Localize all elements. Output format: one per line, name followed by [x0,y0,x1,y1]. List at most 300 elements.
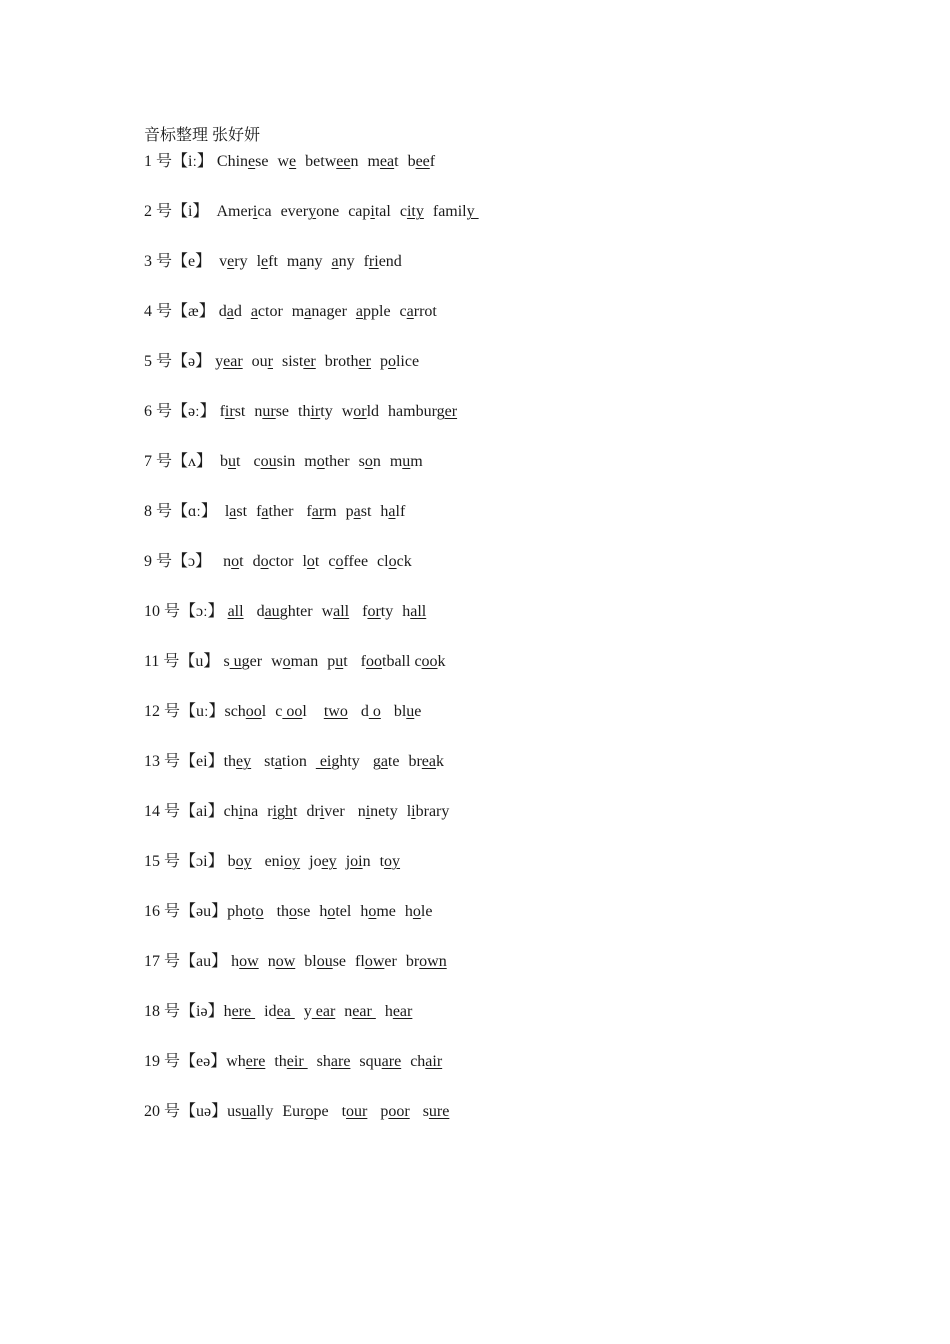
word-segment: t [343,653,352,670]
word-segment: nager [311,303,347,320]
underlined-segment: o [305,1103,314,1120]
example-word [223,553,243,570]
phonetic-row [144,1100,864,1124]
example-word [390,453,423,470]
word-segment: w [271,653,283,670]
underlined-segment: ow [364,953,385,970]
phonetic-symbol: 【ɔi】 [180,853,228,870]
underlined-segment: all [227,603,244,620]
word-segment: ffee [343,553,369,570]
word-segment: t [236,453,245,470]
example-word [380,1103,413,1120]
underlined-segment: oo [421,653,438,670]
underlined-segment: au [264,603,280,620]
word-segment: d [218,303,227,320]
underlined-segment: a [274,753,282,770]
example-word [224,753,256,770]
word-segment: broth [324,353,359,370]
phonetic-row [144,900,864,924]
underlined-segment: a [388,503,396,520]
underlined-segment: ity [406,203,424,220]
example-word [282,353,316,370]
phonetic-list [144,150,864,1124]
example-words [216,203,487,220]
underlined-segment: a [380,753,388,770]
underlined-segment: u [229,653,242,670]
underlined-segment: a [406,303,414,320]
word-segment [264,903,268,920]
phonetic-symbol: 【æ】 [172,303,219,320]
phonetic-row [144,350,864,374]
example-word [327,653,351,670]
example-word [277,903,311,920]
example-word [348,203,391,220]
word-segment: f [219,403,225,420]
example-word [380,853,400,870]
example-word [226,1053,265,1070]
word-segment: br [405,953,420,970]
row-number: 10 号 [144,603,181,620]
underlined-segment: u [402,453,411,470]
underlined-segment: two [323,703,348,720]
underlined-segment: oy [384,853,401,870]
word-segment: f [256,503,262,520]
underlined-segment: ere [231,1003,256,1020]
example-word [220,403,246,420]
phonetic-symbol: 【uə】 [180,1103,228,1120]
word-segment: lly [256,1103,274,1120]
underlined-segment: eir [286,1053,308,1070]
word-segment: ther [268,503,298,520]
word-segment: s [422,1103,429,1120]
example-words [231,953,456,970]
underlined-segment: ear [392,1003,413,1020]
underlined-segment: o [368,903,377,920]
underlined-segment: all [410,603,427,620]
underlined-segment: y [466,203,479,220]
word-segment: t [314,553,320,570]
word-segment: k [437,653,446,670]
word-segment: l [261,703,267,720]
phonetic-row [144,200,864,224]
example-words [227,903,441,920]
row-number: 11 号 [144,653,180,670]
word-segment: f [360,653,366,670]
underlined-segment: o [335,553,344,570]
example-words [223,553,421,570]
example-word [298,403,333,420]
word-segment: ther [324,453,350,470]
example-word [254,403,289,420]
word-segment: m [304,453,317,470]
word-segment: st [236,503,248,520]
underlined-segment: e [227,253,235,270]
example-word [408,753,444,770]
phonetic-symbol: 【ɔː】 [180,603,228,620]
phonetic-symbol: 【iː】 [172,153,217,170]
word-segment: p [327,653,336,670]
document-title: 音标整理 张好妍 [144,127,261,144]
example-word [342,1103,372,1120]
example-word [251,303,283,320]
underlined-segment: ea [276,1003,295,1020]
example-word [302,553,319,570]
underlined-segment: ea [421,753,436,770]
word-segment: c [275,703,283,720]
example-word [256,503,297,520]
example-word [358,803,398,820]
word-segment: pe [313,1103,333,1120]
example-word [227,903,267,920]
example-word [264,1003,295,1020]
underlined-segment: i [411,803,416,820]
word-segment: th [223,753,237,770]
underlined-segment: a [226,303,234,320]
example-word [228,603,248,620]
phonetic-symbol: 【ɔ】 [172,553,224,570]
example-word [257,253,278,270]
word-segment: eni [264,853,285,870]
underlined-segment: o [289,903,298,920]
word-segment: f [362,603,368,620]
example-words [224,703,430,720]
example-word [319,903,351,920]
underlined-segment: i [238,803,244,820]
underlined-segment: ear [352,1003,376,1020]
word-segment: f [306,503,312,520]
underlined-segment: ua [241,1103,257,1120]
word-segment: y [303,1003,312,1020]
underlined-segment: o [282,653,291,670]
example-word [423,1103,450,1120]
word-segment: bl [393,703,407,720]
example-word [362,603,393,620]
word-segment: ch [223,803,239,820]
word-segment: ver [324,803,349,820]
example-word [309,853,337,870]
row-number: 2 号 [144,203,173,220]
underlined-segment: a [353,503,361,520]
word-segment: ch [410,1053,426,1070]
example-word [306,803,348,820]
word-segment: famil [432,203,467,220]
word-segment: us [227,1103,242,1120]
example-word [305,153,358,170]
underlined-segment: a [355,303,363,320]
word-segment: s [223,653,230,670]
word-segment: jo [309,853,322,870]
example-word [346,853,371,870]
underlined-segment: ou [260,453,277,470]
word-segment: m [324,503,337,520]
underlined-segment: a [304,303,312,320]
underlined-segment: own [419,953,447,970]
underlined-segment: o [364,453,373,470]
underlined-segment: ea [379,153,395,170]
example-word [361,703,385,720]
word-segment: br [408,753,422,770]
word-segment: fl [355,953,365,970]
row-number: 6 号 [144,403,173,420]
word-segment: h [380,503,389,520]
phonetic-symbol: 【u】 [179,653,224,670]
underlined-segment: a [250,303,258,320]
word-segment: ctor [257,303,283,320]
example-words [228,853,409,870]
word-segment: p [379,353,388,370]
underlined-segment: e [261,253,269,270]
example-word [433,203,479,220]
example-words [223,653,454,670]
example-word [306,503,336,520]
example-word [317,1053,351,1070]
phonetic-row [144,700,864,724]
underlined-segment: er [358,353,371,370]
word-segment: w [277,153,290,170]
word-segment: squ [359,1053,382,1070]
word-segment: end [378,253,402,270]
word-segment: t [293,803,298,820]
example-word [359,453,381,470]
row-number: 4 号 [144,303,173,320]
underlined-segment: oo [245,703,262,720]
phonetic-row [144,1050,864,1074]
phonetic-symbol: 【ei】 [180,753,224,770]
word-segment: id [264,1003,277,1020]
word-segment: lice [395,353,420,370]
phonetic-symbol: 【ʌ】 [172,453,221,470]
phonetic-row [144,1000,864,1024]
example-word [215,353,243,370]
word-segment: cl [377,553,389,570]
word-segment: tion [281,753,307,770]
word-segment: wh [226,1053,246,1070]
word-segment: se [297,903,311,920]
underlined-segment: a [261,503,269,520]
phonetic-row [144,450,864,474]
example-word [224,703,266,720]
word-segment: m [291,303,305,320]
word-segment: l [302,553,307,570]
word-segment: b [227,853,236,870]
example-word [355,953,397,970]
word-segment: h [402,603,411,620]
underlined-segment: ey [236,753,252,770]
example-word [282,1103,332,1120]
example-word [253,553,294,570]
example-word [227,1103,273,1120]
example-words [219,303,446,320]
word-segment: se [255,153,269,170]
word-segment: ld [366,403,380,420]
example-words [224,803,459,820]
word-segment: rrot [413,303,437,320]
example-words [217,153,444,170]
underlined-segment: or [367,603,381,620]
example-word [324,703,352,720]
word-segment: t [239,553,244,570]
word-segment: g [372,753,381,770]
phonetic-row [144,400,864,424]
example-word [331,253,354,270]
word-segment: ger [241,653,263,670]
underlined-segment: a [331,253,339,270]
underlined-segment: i [252,203,258,220]
example-word [316,753,364,770]
phonetic-row [144,800,864,824]
word-segment: m [286,253,300,270]
row-number: 13 号 [144,753,181,770]
phonetic-symbol: 【əu】 [180,903,228,920]
word-segment: ph [227,903,244,920]
row-number: 16 号 [144,903,181,920]
word-segment: n [254,403,263,420]
example-words [226,1053,451,1070]
document-page [144,124,864,1150]
word-segment [244,603,248,620]
row-number: 3 号 [144,253,173,270]
row-number: 20 号 [144,1103,181,1120]
underlined-segment: ear [311,1003,336,1020]
underlined-segment: o [388,553,397,570]
underlined-segment: ar [311,503,325,520]
underlined-segment: u [228,453,237,470]
underlined-segment: oor [388,1103,410,1120]
word-segment: ft [268,253,278,270]
word-segment: c [399,203,407,220]
phonetic-symbol: 【e】 [172,253,220,270]
word-segment: ghter [279,603,313,620]
example-word [344,1003,376,1020]
underlined-segment: ure [428,1103,450,1120]
word-segment [410,1103,414,1120]
row-number: 17 号 [144,953,181,970]
underlined-segment: our [346,1103,368,1120]
word-segment: le [420,903,433,920]
word-segment: h [360,903,369,920]
phonetic-symbol: 【ai】 [180,803,224,820]
example-word [292,303,347,320]
example-word [225,503,247,520]
word-segment: b [407,153,416,170]
word-segment: ck [396,553,412,570]
word-segment: sch [224,703,246,720]
phonetic-symbol: 【ɑː】 [172,503,225,520]
row-number: 14 号 [144,803,181,820]
example-word [264,753,307,770]
underlined-segment: or [353,403,367,420]
word-segment: me [376,903,396,920]
example-word [356,303,391,320]
word-segment: p [345,503,354,520]
underlined-segment: ir [224,403,235,420]
example-word [380,353,419,370]
word-segment: d [233,303,242,320]
example-word [267,803,297,820]
example-word [271,653,318,670]
phonetic-symbol: 【ə】 [172,353,216,370]
example-word [328,553,368,570]
word-segment: t [251,903,256,920]
example-word [224,803,259,820]
example-word [265,853,301,870]
example-word [224,1003,256,1020]
example-words [224,1003,422,1020]
word-segment: bl [304,953,317,970]
underlined-segment: o [387,353,396,370]
row-number: 8 号 [144,503,173,520]
word-segment [367,1103,371,1120]
underlined-segment: ee [415,153,430,170]
row-number: 19 号 [144,1053,181,1070]
example-word [407,803,450,820]
word-segment: ty [380,603,394,620]
phonetic-row [144,950,864,974]
underlined-segment: ear [223,353,243,370]
word-segment: p [380,1103,389,1120]
word-segment: ty [320,403,333,420]
underlined-segment: are [330,1053,351,1070]
example-word [394,703,422,720]
example-word [277,153,296,170]
example-word [304,1003,336,1020]
word-segment: brary [415,803,450,820]
underlined-segment: o [260,553,269,570]
example-word [388,403,457,420]
word-segment [251,753,255,770]
word-segment: betw [305,153,337,170]
example-word [410,1053,442,1070]
row-number: 12 号 [144,703,181,720]
word-segment: th [298,403,311,420]
word-segment: ever [280,203,309,220]
word-segment: j [345,853,351,870]
word-segment: l [302,703,315,720]
word-segment: Amer [216,203,253,220]
example-word [257,603,313,620]
underlined-segment: ir [310,403,321,420]
example-word [223,653,262,670]
word-segment: c [253,453,261,470]
word-segment [252,853,256,870]
word-segment: nety [370,803,398,820]
example-word [346,503,372,520]
word-segment: m [410,453,423,470]
underlined-segment: oi [350,853,363,870]
word-segment: d [256,603,265,620]
example-words [220,453,432,470]
example-word [322,603,354,620]
example-word [380,503,405,520]
row-number: 5 号 [144,353,173,370]
word-segment: ou [251,353,268,370]
word-segment: v [219,253,228,270]
word-segment: s [358,453,365,470]
underlined-segment: oo [282,703,303,720]
word-segment: sin [276,453,296,470]
phonetic-row [144,250,864,274]
example-word [228,853,256,870]
underlined-segment: oo [366,653,382,670]
underlined-segment: ei [315,753,332,770]
word-segment: b [220,453,229,470]
underlined-segment: ere [245,1053,266,1070]
example-word [287,253,323,270]
underlined-segment: a [229,503,237,520]
example-words [224,753,453,770]
phonetic-row [144,650,864,674]
word-segment: na [243,803,259,820]
